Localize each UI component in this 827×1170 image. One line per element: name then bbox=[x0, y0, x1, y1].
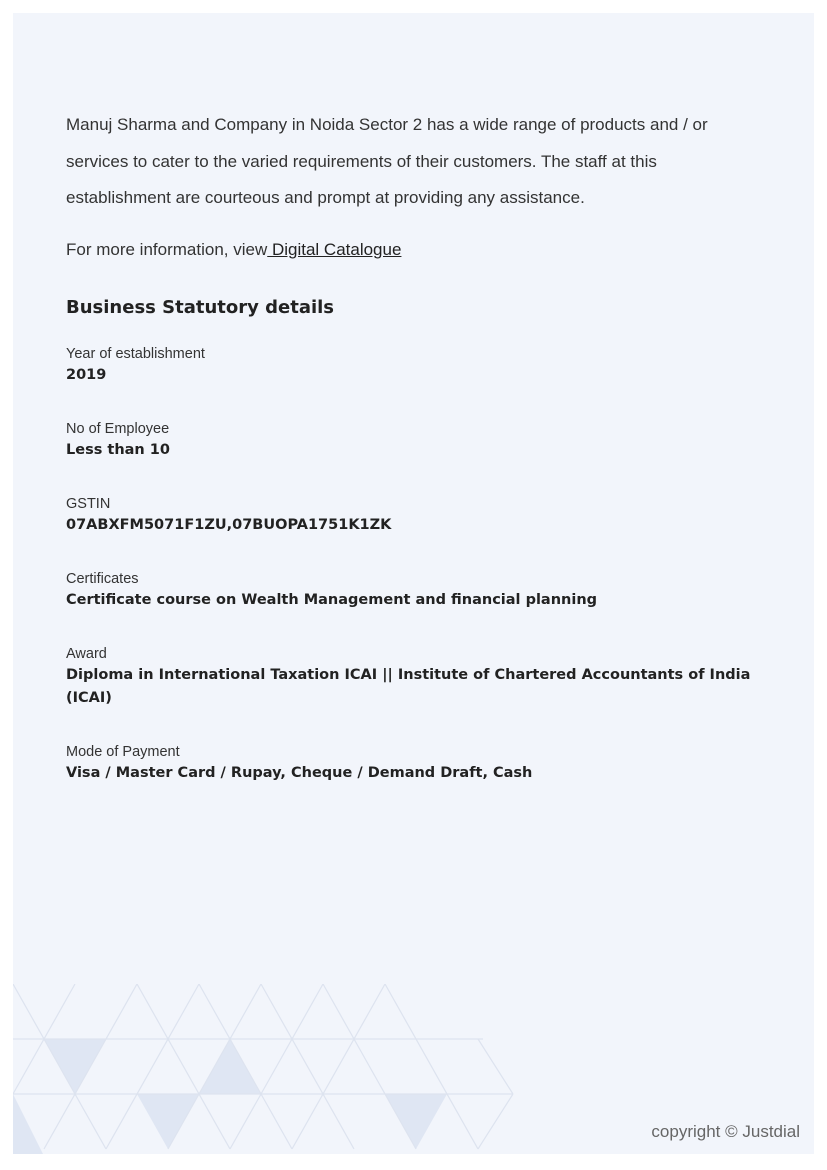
detail-value: 07ABXFM5071F1ZU,07BUOPA1751K1ZK bbox=[66, 516, 392, 533]
detail-value: 2019 bbox=[66, 366, 107, 383]
pattern-shaded-triangles bbox=[13, 1039, 447, 1154]
detail-label: GSTIN bbox=[66, 495, 111, 512]
detail-label: Award bbox=[66, 645, 107, 662]
shaded-triangle bbox=[385, 1094, 447, 1149]
detail-value: Less than 10 bbox=[66, 441, 170, 458]
digital-catalogue-link[interactable]: Digital Catalogue bbox=[267, 239, 402, 259]
business-description: Manuj Sharma and Company in Noida Sector 2 has a wide range of products and / or services to cater to the varied requirements of their customers. The staff at this establishment are courteous and prompt at providing any assistance. bbox=[66, 115, 708, 207]
more-info-line bbox=[66, 238, 756, 262]
detail-label: Mode of Payment bbox=[66, 743, 180, 760]
content-area bbox=[66, 107, 756, 785]
document-page bbox=[13, 13, 814, 1154]
detail-value: Certificate course on Wealth Management and financial planning bbox=[66, 591, 598, 608]
detail-no-of-employee bbox=[66, 419, 756, 462]
shaded-triangle bbox=[44, 1039, 106, 1094]
detail-label: Year of establishment bbox=[66, 345, 205, 362]
more-info-prefix: For more information, view bbox=[66, 239, 268, 259]
copyright-text: copyright © Justdial bbox=[651, 1122, 800, 1141]
detail-year-of-establishment bbox=[66, 344, 756, 387]
shaded-triangle bbox=[199, 1039, 261, 1094]
detail-certificates bbox=[66, 569, 756, 612]
detail-label: No of Employee bbox=[66, 420, 170, 437]
detail-award bbox=[66, 644, 756, 710]
detail-gstin bbox=[66, 494, 756, 537]
statutory-heading: Business Statutory details bbox=[66, 296, 335, 318]
detail-mode-of-payment bbox=[66, 742, 756, 785]
detail-value: Visa / Master Card / Rupay, Cheque / Demand Draft, Cash bbox=[66, 764, 533, 781]
shaded-triangle bbox=[137, 1094, 199, 1149]
shaded-triangle bbox=[13, 1094, 43, 1154]
triangle-pattern-decoration bbox=[13, 984, 533, 1154]
detail-label: Certificates bbox=[66, 570, 139, 587]
detail-value: Diploma in International Taxation ICAI || Institute of Chartered Accountants of India (ICAI) bbox=[66, 666, 751, 706]
